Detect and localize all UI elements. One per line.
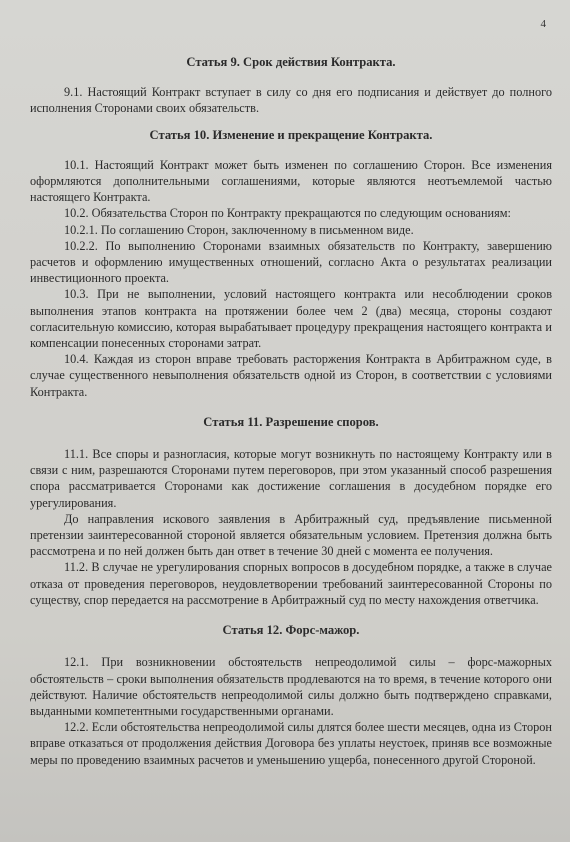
paragraph-10-2: 10.2. Обязательства Сторон по Контракту прекращаются по следующим основаниям:	[64, 206, 511, 221]
paragraph-10-3: 10.3. При не выполнении, условий настоящего контракта или несоблюдении сроков выполнения этапов контракта на протяжении более чем 2 (два) месяца, стороны создают согласительную комиссию, которая вырабатывает процедуру прекращения настоящего контракта и компенсации понесенных сторонами затрат.	[30, 287, 552, 351]
article-12-heading: Статья 12. Форс-мажор.	[222, 623, 360, 638]
article-10-heading: Статья 10. Изменение и прекращение Контракта.	[149, 127, 433, 142]
paragraph-10-1: 10.1. Настоящий Контракт может быть изменен по соглашению Сторон. Все изменения оформляются дополнительными соглашениями, которые являются неотъемлемой частью настоящего Контракта.	[30, 157, 552, 205]
paragraph-9-1: 9.1. Настоящий Контракт вступает в силу со дня его подписания и действует до полного исполнения Сторонами своих обязательств.	[30, 85, 552, 116]
paragraph-10-4: 10.4. Каждая из сторон вправе требовать расторжения Контракта в Арбитражном суде, в случае существенного невыполнения обязательств одной из Сторон, в соответствии с условиями Контракта.	[30, 352, 552, 399]
article-9-heading: Статья 9. Срок действия Контракта.	[186, 55, 396, 69]
paragraph-10-2-1: 10.2.1. По соглашению Сторон, заключенному в письменном виде.	[64, 222, 414, 237]
paragraph-12-1: 12.1. При возникновении обстоятельств непреодолимой силы – форс-мажорных обстоятельств – сроки выполнения обязательств продлеваются на то время, в течение которого они действуют. Наличие обстоятельств непреодолимой силы должно быть подтверждено справками, выданными компетентными государственными органами.	[30, 655, 552, 718]
article-11-heading: Статья 11. Разрешение споров.	[203, 414, 379, 429]
paragraph-10-2-2: 10.2.2. По выполнению Сторонами взаимных обязательств по Контракту, завершению расчетов и оформлению имущественных отношений, согласно Акта о результатах реализации инвестиционного проекта.	[30, 238, 552, 286]
paragraph-11-2: 11.2. В случае не урегулирования спорных вопросов в досудебном порядке, а также в случае отказа от проведения переговоров, неудовлетворении требований заинтересованной Стороны по существу, спор передается на рассмотрение в Арбитражный суд по месту нахождения ответчика.	[30, 560, 552, 607]
paragraph-11-1: 11.1. Все споры и разногласия, которые могут возникнуть по настоящему Контракту или в связи с ним, разрешаются Сторонами путем переговоров, при этом указанный способ разрешения спора рассматривается Сторонами как достижение соглашения в досудебном порядке его урегулирования.	[30, 447, 552, 510]
page-number: 4	[540, 18, 546, 30]
document-body	[30, 54, 552, 768]
paragraph-11-1-claim: До направления искового заявления в Арбитражный суд, предъявление письменной претензии заинтересованной стороной является обязательным условием. Претензия должна быть рассмотрена и по ней должен быть дан ответ в течение 30 дней с момента ее получения.	[30, 511, 552, 559]
paragraph-12-2: 12.2. Если обстоятельства непреодолимой силы длятся более шести месяцев, одна из Сторон вправе отказаться от продолжения действия Договора без уплаты неустоек, приняв все возможные меры по проведению взаимных расчетов и уменьшению ущерба, понесенного другой Стороной.	[30, 720, 552, 767]
